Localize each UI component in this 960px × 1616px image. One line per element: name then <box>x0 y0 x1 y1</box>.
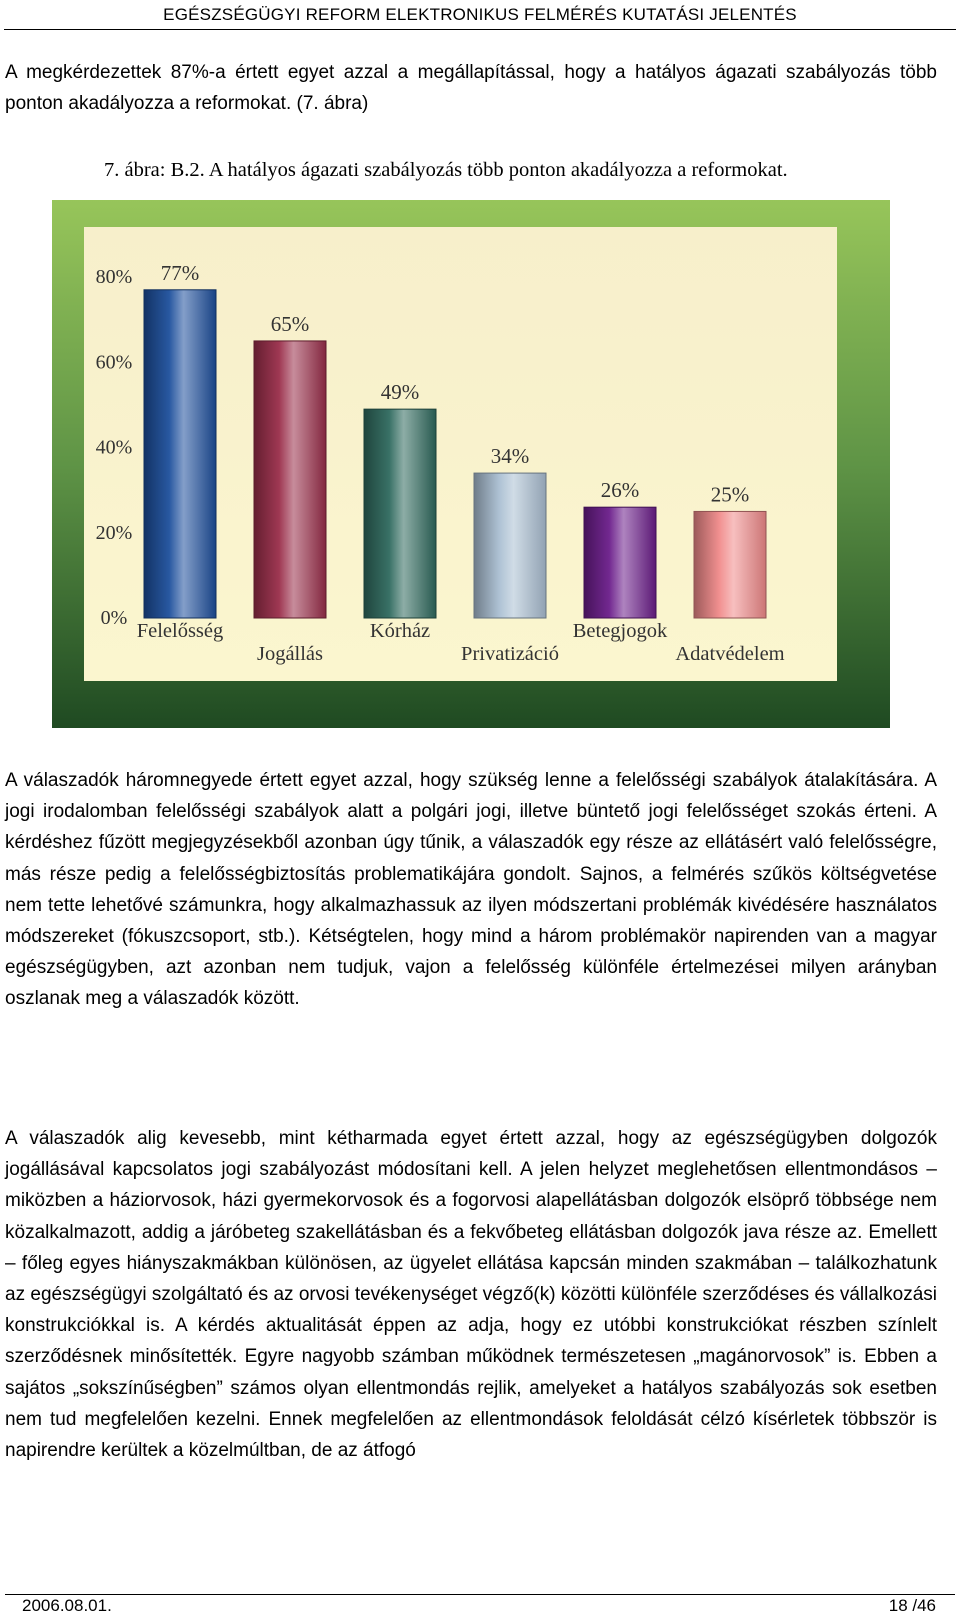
footer-date: 2006.08.01. <box>22 1596 112 1615</box>
bar-chart <box>52 200 890 728</box>
category-label: Felelősség <box>136 620 224 642</box>
bar-value-label: 65% <box>270 311 310 336</box>
bar-value-label: 49% <box>380 380 420 405</box>
bar-1 <box>144 290 216 618</box>
bar-6 <box>694 511 766 618</box>
footer-divider <box>5 1594 955 1595</box>
body-paragraph-1: A válaszadók háromnegyede értett egyet azzal, hogy szükség lenne a felelősségi szabályok átalakítására. A jogi irodalomban felelősségi szabályok alatt a polgári jogi, illetve büntető jogi felelősséget szokás érteni. A kérdéshez fűzött megjegyzésekből azonban úgy tűnik, a válaszadók egy része az ellátásért való felelősségre, más része pedig a felelősségbiztosítás problematikájára gondolt. Sajnos, a felmérés szűkös költségvetése nem tette lehetővé számunkra, hogy alkalmazhassuk az ilyen módszertani problémák kivédésére használatos módszereket (fókuszcsoport, stb.). Kétségtelen, hogy mind a három problémakör napirenden van a magyar egészségügyben, azt azonban nem tudjuk, vajon a felelősség különféle értelmezései milyen arányban oszlanak meg a válaszadók között. <box>5 770 937 1010</box>
intro-paragraph: A megkérdezettek 87%-a értett egyet azzal a megállapítással, hogy a hatályos ágazati szabályozás több ponton akadályozza a reformokat. (7. ábra) <box>5 62 937 115</box>
bar-5 <box>584 507 656 618</box>
y-tick-label: 0% <box>100 607 128 629</box>
header-divider <box>4 29 956 30</box>
bar-chart-svg <box>52 200 890 728</box>
category-label: Betegjogok <box>572 620 668 642</box>
footer-page-number: 18 /46 <box>888 1596 936 1615</box>
y-tick-label: 40% <box>95 436 133 459</box>
bar-2 <box>254 341 326 618</box>
category-label: Kórház <box>369 620 431 642</box>
bar-4 <box>474 473 546 618</box>
running-header: EGÉSZSÉGÜGYI REFORM ELEKTRONIKUS FELMÉRÉS KUTATÁSI JELENTÉS <box>163 5 797 24</box>
y-tick-label: 60% <box>95 351 133 374</box>
bar-value-label: 25% <box>710 482 750 507</box>
category-label: Adatvédelem <box>675 643 785 665</box>
category-label: Privatizáció <box>461 643 559 665</box>
bar-value-label: 26% <box>600 478 640 503</box>
y-tick-label: 80% <box>95 266 133 288</box>
bar-value-label: 34% <box>490 444 530 469</box>
category-label: Jogállás <box>256 643 324 665</box>
bar-3 <box>364 409 436 618</box>
y-tick-label: 20% <box>95 521 133 544</box>
figure-caption: 7. ábra: B.2. A hatályos ágazati szabályozás több ponton akadályozza a reformokat. <box>104 159 788 181</box>
body-paragraph-2: A válaszadók alig kevesebb, mint kétharmada egyet értett azzal, hogy az egészségügyben dolgozók jogállásával kapcsolatos jogi szabályozást módosítani kell. A jelen helyzet meglehetősen ellentmondásos – miközben a háziorvosok, házi gyermekorvosok és a fogorvosi alapellátásban dolgozók elsöprő többsége nem közalkalmazott, addig a járóbeteg szakellátásban és a fekvőbeteg ellátásban dolgozók java része az. Emellett – főleg egyes hiányszakmákban különösen, az ügyelet ellátása kapcsán minden szakmában – találkozhatunk az egészségügyi szolgáltató és az orvosi tevékenységet végző(k) közötti különféle szerződéses és vállalkozási konstrukciókkal is. A kérdés aktualitását éppen az adja, hogy ez utóbbi konstrukciókat részben színlelt szerződésnek minősítették. Egyre nagyobb számban működnek természetesen „magánorvosok” is. Ebben a sajátos „sokszínűségben” számos olyan ellentmondás rejlik, amelyeket a hatályos szabályozás sok esetben nem tud megfelelően kezelni. Ennek megfelelően az ellentmondások feloldását célzó kísérletek többször is napirendre kerültek a közelmúltban, de az átfogó <box>5 1128 937 1462</box>
bar-value-label: 77% <box>160 260 200 285</box>
